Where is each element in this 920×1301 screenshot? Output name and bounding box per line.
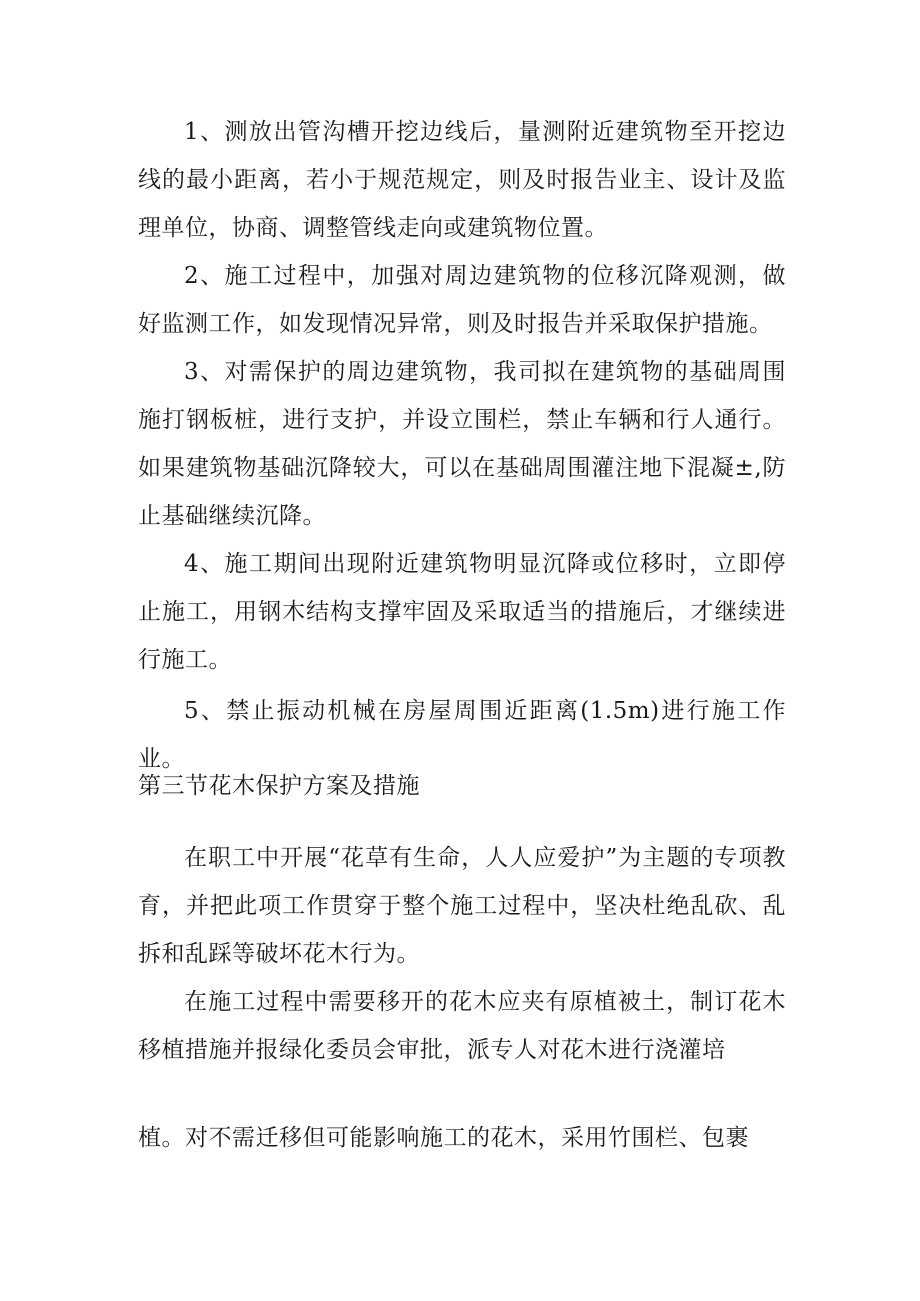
numbered-paragraph-4: 4、施工期间出现附近建筑物明显沉降或位移时，立即停止施工，用钢木结构支撑牢固及采取适当的措施后，才继续进行施工。 bbox=[138, 551, 786, 673]
numbered-paragraph-1: 1、测放出管沟槽开挖边线后，量测附近建筑物至开挖边线的最小距离，若小于规范规定，则及时报告业主、设计及监理单位，协商、调整管线走向或建筑物位置。 bbox=[138, 119, 786, 241]
numbered-paragraph-2: 2、施工过程中，加强对周边建筑物的位移沉降观测，做好监测工作，如发现情况异常，则及时报告并采取保护措施。 bbox=[138, 263, 786, 337]
section-paragraph-continuation: 植。对不需迁移但可能影响施工的花木，采用竹围栏、包裹 bbox=[138, 1125, 749, 1151]
section-heading: 第三节花木保护方案及措施 bbox=[138, 773, 420, 799]
section-paragraph-2: 在施工过程中需要移开的花木应夹有原植被土，制订花木移植措施并报绿化委员会审批，派专人对花木进行浇灌培 bbox=[138, 989, 786, 1063]
section-paragraph-1: 在职工中开展“花草有生命，人人应爱护”为主题的专项教育，并把此项工作贯穿于整个施工过程中，坚决杜绝乱砍、乱拆和乱踩等破坏花木行为。 bbox=[138, 845, 786, 967]
numbered-paragraph-3: 3、对需保护的周边建筑物，我司拟在建筑物的基础周围施打钢板桩，进行支护，并设立围栏，禁止车辆和行人通行。如果建筑物基础沉降较大，可以在基础周围灌注地下混凝±,防止基础继续沉降。 bbox=[138, 359, 786, 529]
numbered-paragraph-5: 5、禁止振动机械在房屋周围近距离(1.5m)进行施工作业。 bbox=[138, 698, 786, 772]
